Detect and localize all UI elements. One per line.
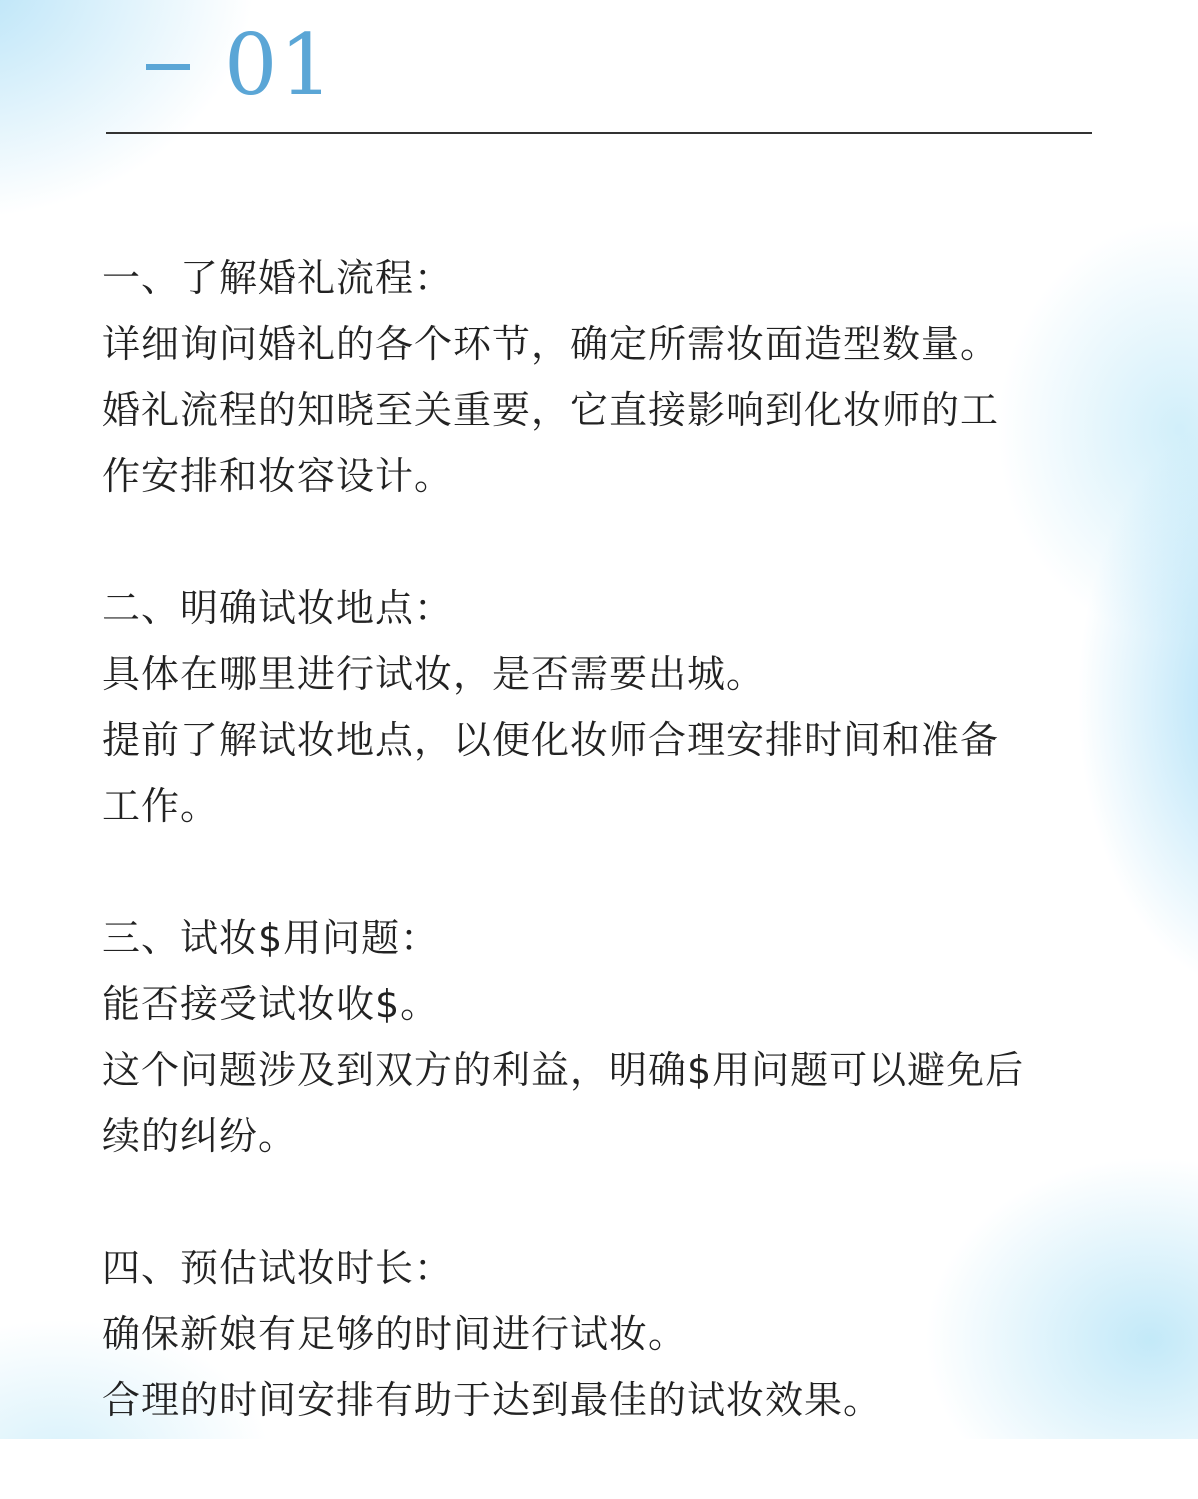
section-3 xyxy=(102,905,1102,1169)
section-title: 四、预估试妆时长： xyxy=(102,1246,454,1290)
section-1 xyxy=(102,245,1102,509)
body-line: 这个问题涉及到双方的利益，明确$用问题可以避免后 xyxy=(102,1048,1025,1092)
body-line: 作安排和妆容设计。 xyxy=(102,454,454,498)
body-line: 婚礼流程的知晓至关重要，它直接影响到化妆师的工 xyxy=(102,388,1000,432)
body-line: 提前了解试妆地点，以便化妆师合理安排时间和准备 xyxy=(102,718,1000,762)
header-divider xyxy=(106,132,1092,134)
header-dash xyxy=(146,64,190,70)
body-line: 具体在哪里进行试妆，是否需要出城。 xyxy=(102,652,766,696)
body-line: 确保新娘有足够的时间进行试妆。 xyxy=(102,1312,688,1356)
body-line: 续的纠纷。 xyxy=(102,1114,298,1158)
body-line: 能否接受试妆收$。 xyxy=(102,982,440,1026)
body-line: 合理的时间安排有助于达到最佳的试妆效果。 xyxy=(102,1378,883,1422)
section-number-header xyxy=(146,16,335,114)
body-line: 详细询问婚礼的各个环节，确定所需妆面造型数量。 xyxy=(102,322,1000,366)
article-body xyxy=(102,245,1102,1499)
section-2 xyxy=(102,575,1102,839)
section-title: 一、了解婚礼流程： xyxy=(102,256,454,300)
body-line: 工作。 xyxy=(102,784,220,828)
section-title: 二、明确试妆地点： xyxy=(102,586,454,630)
section-title: 三、试妆$用问题： xyxy=(102,916,440,960)
section-4 xyxy=(102,1235,1102,1433)
section-number: 01 xyxy=(224,16,335,114)
